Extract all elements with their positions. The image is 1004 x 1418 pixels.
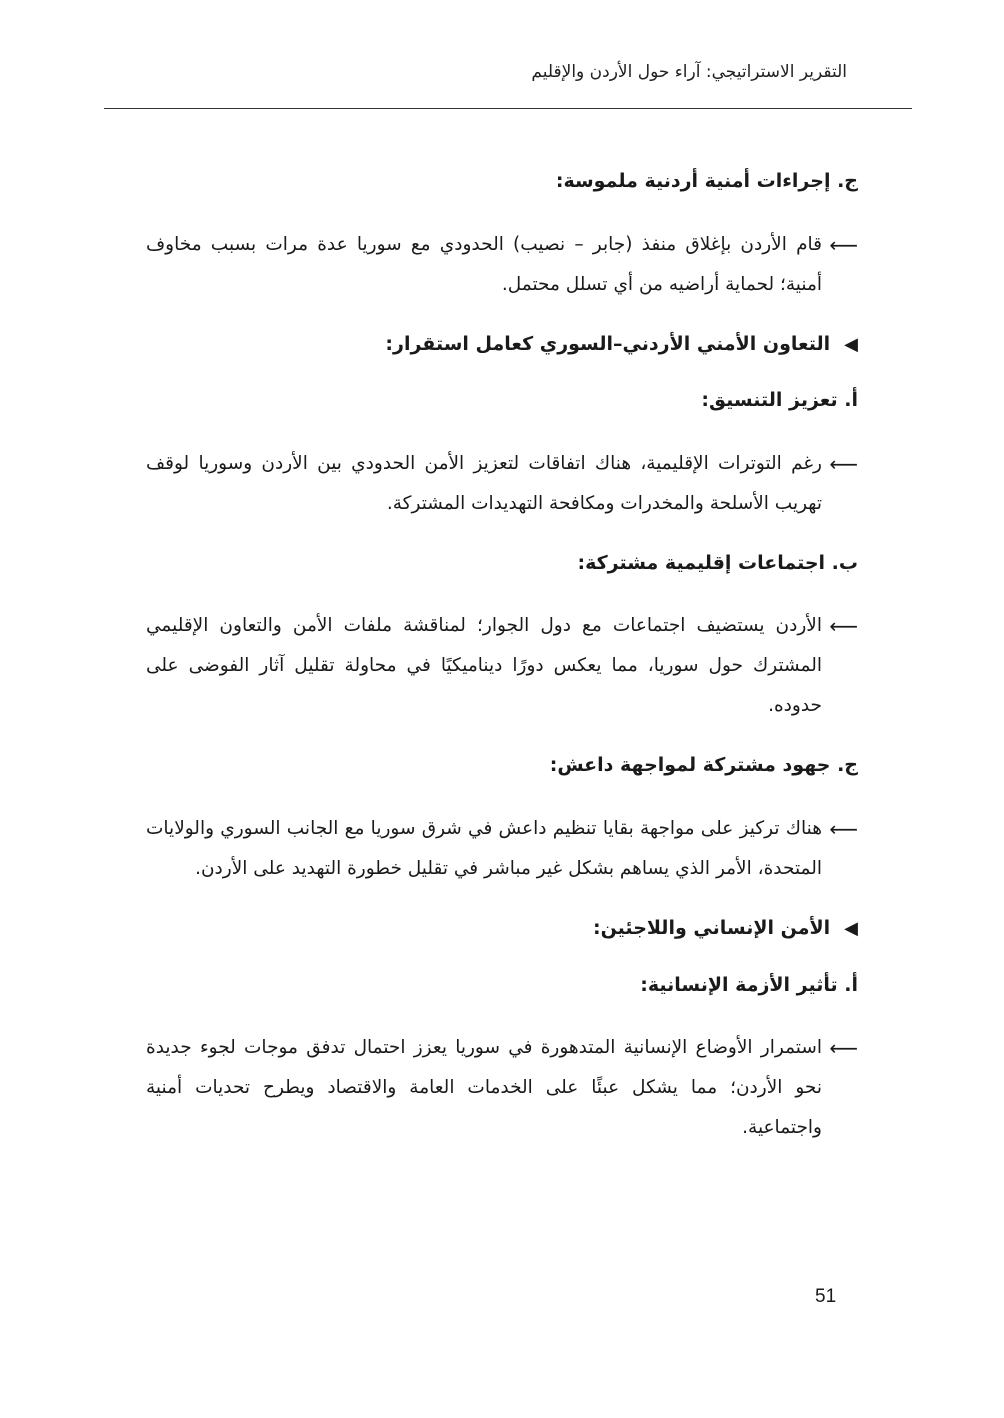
paragraph-text: رغم التوترات الإقليمية، هناك اتفاقات لتعزيز الأمن الحدودي بين الأردن وسوريا لوقف تهريب الأسلحة والمخدرات ومكافحة التهديدات المشتركة. [146,452,822,514]
page-number: 51 [815,1286,837,1307]
main-heading [146,915,858,942]
section-heading: ج. جهود مشتركة لمواجهة داعش: [549,754,858,777]
running-header: التقرير الاستراتيجي: آراء حول الأردن والإقليم [531,62,847,82]
bullet-paragraph [146,606,858,726]
main-heading [146,331,858,358]
left-arrow-icon: ⟵ [829,816,858,841]
paragraph-text: استمرار الأوضاع الإنسانية المتدهورة في سوريا يعزز احتمال تدفق موجات لجوء جديدة نحو الأردن؛ مما يشكل عبئًا على الخدمات العامة والاقتصاد ويطرح تحديات أمنية واجتماعية. [146,1037,822,1139]
left-arrow-icon: ⟵ [829,1036,858,1061]
section-heading: ج. إجراءات أمنية أردنية ملموسة: [555,170,858,192]
paragraph-text: الأردن يستضيف اجتماعات مع دول الجوار؛ لمناقشة ملفات الأمن والتعاون الإقليمي المشترك حول سوريا، مما يعكس دورًا ديناميكيًا في محاولة تقليل آثار الفوضى على حدوده. [146,615,822,717]
main-heading-text: الأمن الإنساني واللاجئين: [592,916,831,939]
left-arrow-icon: ⟵ [829,451,858,476]
main-heading-text: التعاون الأمني الأردني–السوري كعامل استقرار: [385,332,831,355]
bullet-paragraph [146,1028,858,1148]
left-arrow-icon: ⟵ [829,232,858,257]
bullet-paragraph [146,444,858,524]
left-arrow-icon: ⟵ [829,614,858,639]
paragraph-text: قام الأردن بإغلاق منفذ (جابر – نصيب) الحدودي مع سوريا عدة مرات بسبب مخاوف أمنية؛ لحماية أراضيه من أي تسلل محتمل. [146,233,822,295]
triangle-bullet-icon: ◀ [844,333,858,355]
paragraph-text: هناك تركيز على مواجهة بقايا تنظيم داعش في شرق سوريا مع الجانب السوري والولايات المتحدة، الأمر الذي يساهم بشكل غير مباشر في تقليل خطورة التهديد على الأردن. [146,817,822,879]
section-heading: ب. اجتماعات إقليمية مشتركة: [577,551,858,574]
section-heading: أ. تعزيز التنسيق: [701,389,858,412]
bullet-paragraph [146,809,858,889]
bullet-paragraph [146,225,858,305]
section-heading: أ. تأثير الأزمة الإنسانية: [640,973,858,996]
page-body [146,168,858,1174]
triangle-bullet-icon: ◀ [844,917,858,939]
header-divider [104,108,912,109]
